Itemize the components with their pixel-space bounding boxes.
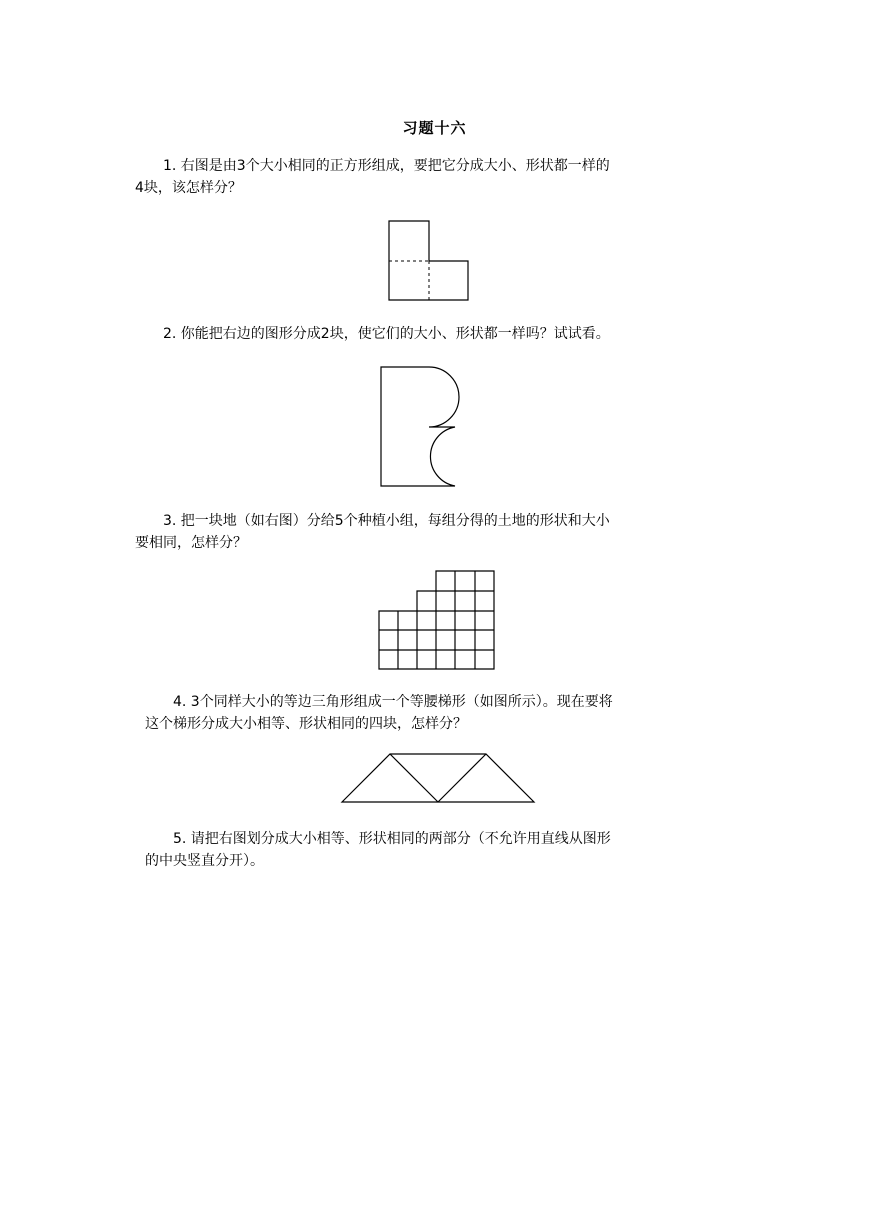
l-tromino-figure (388, 220, 470, 302)
page-title: 习题十六 (402, 119, 467, 137)
problem-4-text (145, 691, 613, 735)
problem-3-line-2: 要相同，怎样分？ (135, 535, 247, 551)
l-tromino-outline (389, 221, 468, 300)
problem-2-text (135, 323, 610, 345)
problem-5-text (145, 828, 611, 872)
problem-4-line-1: 4. 3个同样大小的等边三角形组成一个等腰梯形（如图所示）。现在要将 (173, 694, 613, 710)
trapezoid-outline (342, 754, 534, 802)
curved-shape-figure (379, 365, 489, 490)
trapezoid-figure (340, 752, 536, 804)
problem-1-line-2: 4块，该怎样分？ (135, 180, 242, 196)
grid-land-figure (378, 570, 498, 670)
problem-1-line-1: 1. 右图是由3个大小相同的正方形组成，要把它分成大小、形状都一样的 (163, 158, 610, 174)
problem-4-line-2: 这个梯形分成大小相等、形状相同的四块，怎样分？ (145, 716, 467, 732)
triangle-divider (438, 754, 486, 802)
triangle-divider (390, 754, 438, 802)
problem-5-line-2: 的中央竖直分开）。 (145, 853, 264, 869)
problem-3-text (135, 510, 610, 554)
problem-2-line-1: 2. 你能把右边的图形分成2块，使它们的大小、形状都一样吗？试试看。 (163, 326, 610, 342)
curved-shape-outline (381, 367, 459, 486)
problem-5-line-1: 5. 请把右图划分成大小相等、形状相同的两部分（不允许用直线从图形 (173, 831, 611, 847)
problem-1-text (135, 155, 610, 199)
problem-3-line-1: 3. 把一块地（如右图）分给5个种植小组，每组分得的土地的形状和大小 (163, 513, 610, 529)
